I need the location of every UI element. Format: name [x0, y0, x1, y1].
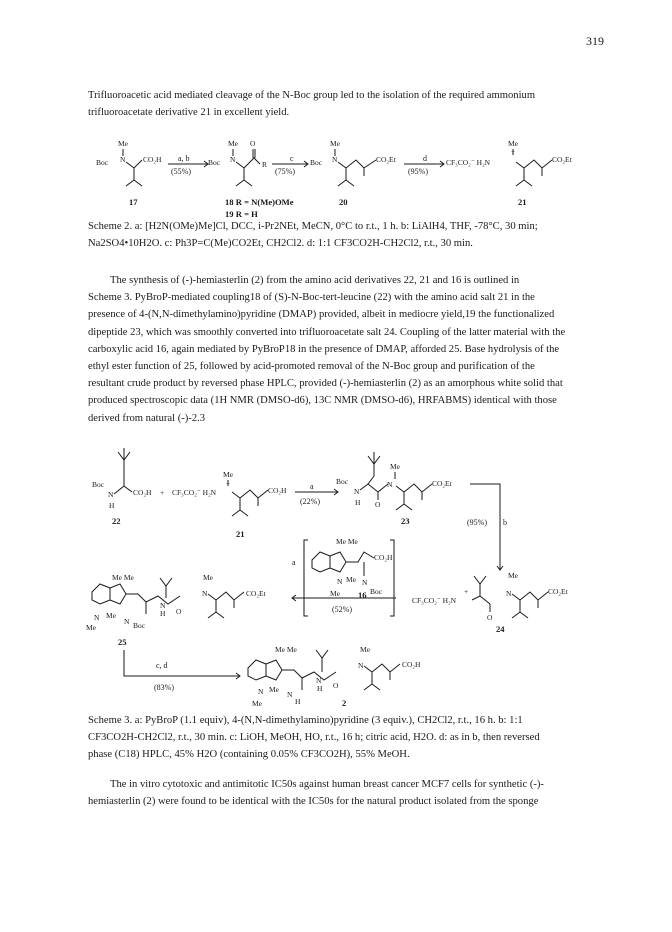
co2et-label: CO₂Et [376, 155, 396, 164]
methyl-label: Me [346, 575, 356, 584]
co2et-label: CO₂Et [552, 155, 572, 164]
methyl-label: Me [223, 470, 233, 479]
hydrogen-label: H [355, 498, 361, 507]
oxygen-label: O [250, 139, 256, 148]
co2h-label: CO₂H [402, 660, 421, 669]
step-yield: (83%) [154, 683, 174, 692]
methyl-label: Me [228, 139, 238, 148]
methyl-label: Me [330, 139, 340, 148]
text-line: dipeptide 23, which was smoothly converted into trifluoroacetate salt 24. Coupling of the latter material with the [88, 326, 566, 338]
nitrogen-label: N [354, 487, 360, 496]
caption-line: Scheme 3. a: PyBroP (1.1 equiv), 4-(N,N-dimethylamino)pyridine (3 equiv.), CH2Cl2, r.t., 16 h. b: 1:1 [88, 715, 523, 726]
compound-number: 19 R = H [225, 209, 258, 219]
hydrogen-label: H [160, 609, 166, 618]
step-yield: (52%) [332, 605, 352, 614]
hydrogen-label: H [317, 684, 323, 693]
methyl-label: Me [118, 139, 128, 148]
ammonium-salt-label: CF₃CO₂⁻ H₂N [412, 596, 457, 605]
compound-number: 18 R = N(Me)OMe [225, 197, 294, 207]
step-reagents: c [290, 154, 294, 163]
compound-24-structure [412, 571, 569, 622]
hydrogen-label: H [295, 697, 301, 706]
co2h-label: CO₂H [143, 155, 162, 164]
oxygen-label: O [176, 607, 182, 616]
text-line: derived from natural (-)-2.3 [88, 412, 206, 424]
charge-label: + [226, 479, 231, 488]
compound-number: 21 [236, 529, 245, 539]
compound-number: 16 [358, 590, 367, 600]
compound-number: 20 [339, 197, 348, 207]
text-line: The in vitro cytotoxic and antimitotic IC50s against human breast cancer MCF7 cells for synthetic (-)- [110, 779, 544, 790]
compound-number: 22 [112, 516, 121, 526]
nitrogen-label: N [387, 480, 393, 489]
co2et-label: CO₂Et [432, 479, 452, 488]
compound-number: 21 [518, 197, 527, 207]
nitrogen-label: N [316, 676, 322, 685]
nitrogen-label: N [358, 661, 364, 670]
text-line: presence of 4-(N,N-dimethylamino)pyridine (DMAP) provided, albeit in mediocre yield,19 the functionalized [88, 309, 555, 321]
plus-sign: + [160, 488, 165, 497]
co2et-label: CO₂Et [246, 589, 266, 598]
nitrogen-label: N [108, 490, 114, 499]
step-yield: (22%) [300, 497, 320, 506]
compound-number: 2 [342, 698, 347, 708]
methyl-label: Me [203, 573, 213, 582]
nitrogen-label: N [124, 617, 130, 626]
caption-line: Na2SO4•10H2O. c: Ph3P=C(Me)CO2Et, CH2Cl2. d: 1:1 CF3CO2H-CH2Cl2, r.t., 30 min. [88, 238, 473, 249]
co2h-label: CO₂H [374, 553, 393, 562]
compound-number: 25 [118, 637, 127, 647]
boc-label: Boc [370, 587, 383, 596]
compound-number: 17 [129, 197, 138, 207]
methyl-label: Me [252, 699, 262, 708]
boc-label: Boc [96, 158, 109, 167]
hydrogen-label: H [109, 501, 115, 510]
text-line: hemiasterlin (2) were found to be identical with the IC50s for the natural product isolated from the sponge [88, 796, 539, 808]
methyl-pair-label: Me Me [112, 573, 134, 582]
nitrogen-label: N [120, 155, 126, 164]
caption-line: Scheme 2. a: [H2N(OMe)Me]Cl, DCC, i-Pr2NEt, MeCN, 0°C to r.t., 1 h. b: LiAlH4, THF, -78°C, 30 min; [88, 221, 538, 232]
caption-line: phase (C18) HPLC, 45% H2O (containing 0.05% CF3CO2H), 55% MeOH. [88, 749, 410, 760]
text-line: produced spectroscopic data (1H NMR (DMSO-d6), 13C NMR (DMSO-d6), HRFABMS) identical with those [88, 395, 557, 407]
oxygen-label: O [333, 681, 339, 690]
compound-25-structure [86, 573, 267, 632]
boc-label: Boc [133, 621, 146, 630]
compound-2-structure [248, 645, 421, 708]
nitrogen-label: N [94, 613, 100, 622]
ammonium-salt-label: CF₃CO₂⁻ H₂N [446, 158, 491, 167]
methyl-label: Me [360, 645, 370, 654]
boc-label: Boc [310, 158, 323, 167]
compound-22-structure [92, 448, 152, 510]
reaction-arrow [124, 650, 240, 676]
boc-label: Boc [336, 477, 349, 486]
text-line: Scheme 3. PyBroP-mediated coupling18 of (S)-N-Boc-tert-leucine (22) with the amino acid salt 21 in the [88, 292, 535, 304]
methyl-label: Me [508, 139, 518, 148]
step-yield: (95%) [408, 167, 428, 176]
text-line: ethyl ester function of 25, followed by acid-promoted removal of the N-Boc group and purification of the [88, 361, 535, 373]
nitrogen-label: N [160, 601, 166, 610]
boc-label: Boc [92, 480, 105, 489]
boc-label: Boc [208, 158, 221, 167]
methyl-pair-label: Me Me [336, 537, 358, 546]
caption-line: CF3CO2H-CH2Cl2, r.t., 30 min. c: LiOH, MeOH, HO, r.t., 16 h; citric acid, H2O. d: as in b, then reversed [88, 732, 540, 743]
co2h-label: CO₂H [268, 486, 287, 495]
methyl-label: Me [106, 611, 116, 620]
step-reagents: a, b [178, 154, 190, 163]
methyl-pair-label: Me Me [275, 645, 297, 654]
nitrogen-label: N [202, 589, 208, 598]
nitrogen-label: N [230, 155, 236, 164]
page-number: 319 [586, 34, 604, 48]
closing-paragraph [88, 776, 608, 810]
methyl-label: Me [330, 589, 340, 598]
text-line: The synthesis of (-)-hemiasterlin (2) from the amino acid derivatives 22, 21 and 16 is outlined in [110, 275, 520, 286]
co2et-label: CO₂Et [548, 587, 568, 596]
step-reagents: a [310, 482, 314, 491]
nitrogen-label: N [506, 589, 512, 598]
nitrogen-label: N [287, 690, 293, 699]
reaction-arrow [470, 484, 500, 570]
oxygen-label: O [375, 500, 381, 509]
charge-label: + [511, 147, 516, 156]
compound-23-structure [336, 452, 453, 510]
co2h-label: CO₂H [133, 488, 152, 497]
methyl-label: Me [86, 623, 96, 632]
text-line: carboxylic acid 16, again mediated by PyBroP18 in the presence of DMAP, afforded 25. Base hydrolysis of the [88, 343, 560, 355]
text-line: resultant crude product by reversed phase HPLC, provided (-)-hemiasterlin (2) as an amorphous white solid that [88, 378, 563, 390]
step-reagents: a [292, 558, 296, 567]
step-yield: (95%) [467, 518, 487, 527]
charge-label: + [464, 587, 469, 596]
r-group-label: R [262, 160, 268, 169]
step-reagents: c, d [156, 661, 168, 670]
nitrogen-label: N [332, 155, 338, 164]
methyl-label: Me [269, 685, 279, 694]
text-line: trifluoroacetate derivative 21 in excellent yield. [88, 107, 290, 119]
nitrogen-label: N [258, 687, 264, 696]
nitrogen-label: N [337, 577, 343, 586]
compound-number: 24 [496, 624, 505, 634]
nitrogen-label: N [362, 578, 368, 587]
oxygen-label: O [487, 613, 493, 622]
step-reagents: d [423, 154, 427, 163]
step-yield: (55%) [171, 167, 191, 176]
step-yield: (75%) [275, 167, 295, 176]
ammonium-salt-label: CF₃CO₂⁻ H₂N [172, 488, 217, 497]
compound-number: 23 [401, 516, 410, 526]
methyl-label: Me [390, 462, 400, 471]
text-line: Trifluoroacetic acid mediated cleavage of the N-Boc group led to the isolation of the required ammonium [88, 90, 536, 101]
step-reagents: b [503, 518, 507, 527]
compound-21-structure [172, 470, 287, 516]
scheme-3-caption [88, 712, 612, 763]
methyl-label: Me [508, 571, 518, 580]
